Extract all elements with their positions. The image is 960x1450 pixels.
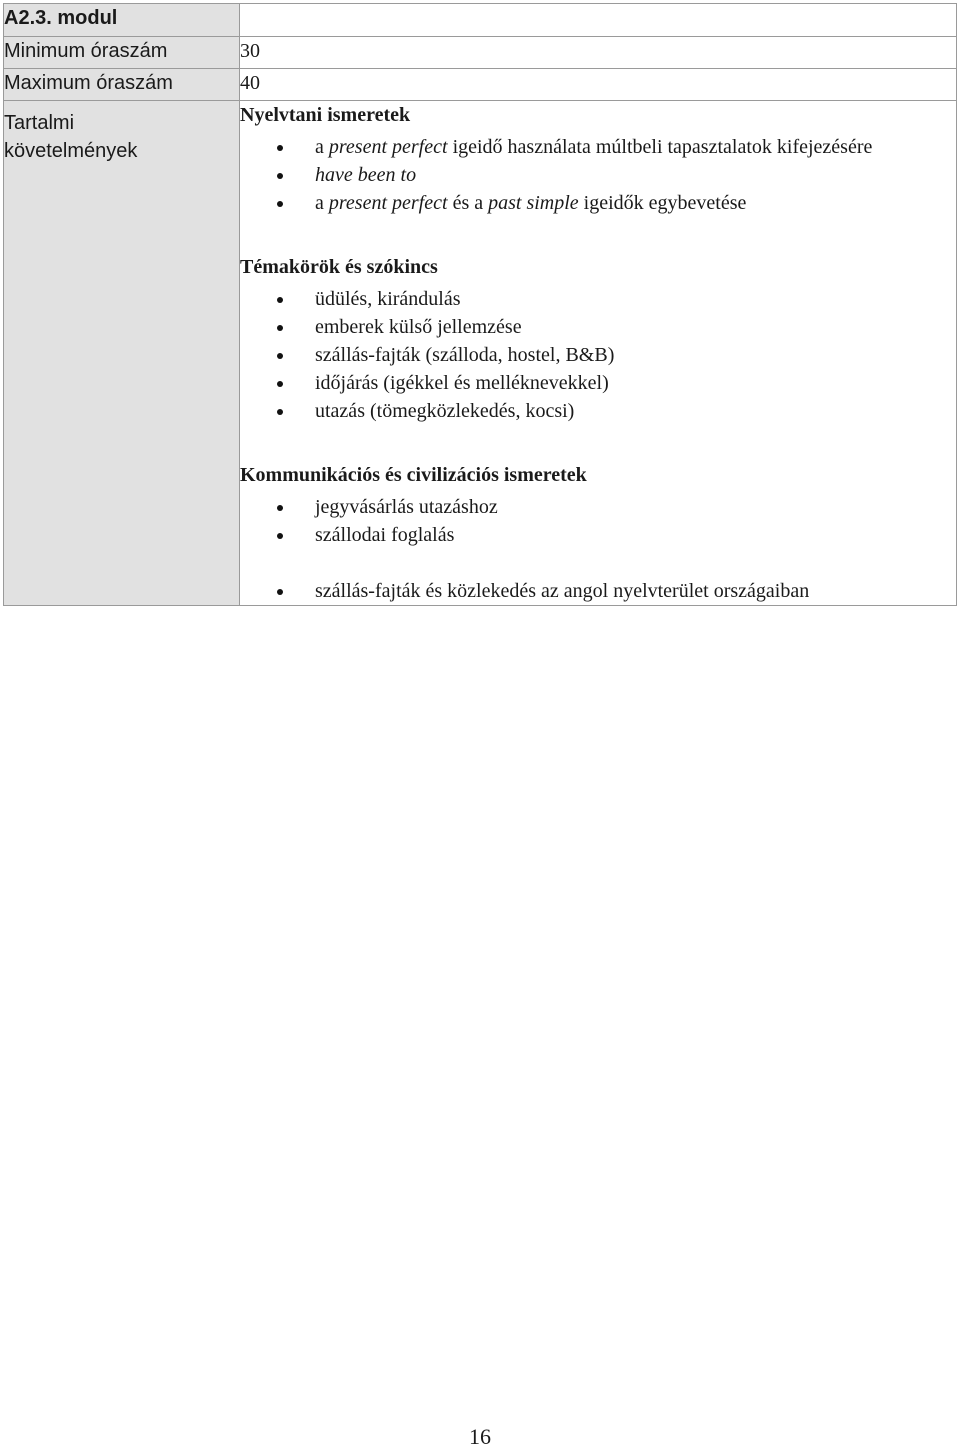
grammar-item (240, 161, 956, 189)
max-hours-row (4, 69, 957, 101)
grammar-list (240, 133, 956, 217)
page-number: 16 (469, 1424, 491, 1449)
min-hours-label: Minimum óraszám (4, 37, 240, 69)
bullet-icon (277, 589, 283, 595)
bullet-icon (277, 201, 283, 207)
bullet-icon (277, 173, 283, 179)
grammar-term: present perfect (328, 192, 448, 214)
content-requirements-cell (240, 101, 957, 606)
max-hours-value: 40 (240, 69, 957, 101)
module-title-empty-cell (240, 4, 957, 37)
max-hours-label: Maximum óraszám (4, 69, 240, 101)
grammar-item-text: igeidő használata múltbeli tapasztalatok kifejezésére (447, 136, 873, 158)
bullet-icon (277, 505, 283, 511)
grammar-item-text: és a (447, 192, 489, 214)
grammar-item (240, 189, 956, 217)
grammar-term: past simple (488, 192, 579, 214)
civilization-list (240, 577, 956, 605)
grammar-heading: Nyelvtani ismeretek (240, 104, 411, 126)
topic-item (240, 369, 956, 397)
bullet-icon (277, 409, 283, 415)
civilization-item (240, 577, 956, 605)
communication-item-text: jegyvásárlás utazáshoz (315, 496, 498, 518)
bullet-icon (277, 381, 283, 387)
topic-item-text: szállás-fajták (szálloda, hostel, B&B) (315, 344, 615, 366)
topics-list (240, 285, 956, 425)
communication-heading: Kommunikációs és civilizációs ismeretek (240, 464, 587, 486)
topics-heading: Témakörök és szókincs (240, 256, 438, 278)
communication-item (240, 521, 956, 549)
module-table (3, 3, 957, 606)
topic-item-text: üdülés, kirándulás (315, 288, 461, 310)
bullet-icon (277, 325, 283, 331)
civilization-item-text: szállás-fajták és közlekedés az angol nyelvterület országaiban (315, 580, 810, 602)
content-requirements-label: Tartalmi követelmények (4, 101, 240, 606)
communication-list (240, 493, 956, 549)
grammar-item-text: a (315, 192, 329, 214)
min-hours-value: 30 (240, 37, 957, 69)
grammar-term: present perfect (328, 136, 448, 158)
module-title: A2.3. modul (4, 4, 240, 37)
content-requirements-row (4, 101, 957, 606)
topic-item (240, 341, 956, 369)
grammar-term: have been to (315, 164, 417, 186)
bullet-icon (277, 353, 283, 359)
communication-item-text: szállodai foglalás (315, 524, 455, 546)
bullet-icon (277, 533, 283, 539)
topic-item (240, 285, 956, 313)
topic-item (240, 313, 956, 341)
grammar-item (240, 133, 956, 161)
module-title-row (4, 4, 957, 37)
topic-item-text: időjárás (igékkel és melléknevekkel) (315, 372, 609, 394)
bullet-icon (277, 145, 283, 151)
min-hours-row (4, 37, 957, 69)
bullet-icon (277, 297, 283, 303)
grammar-item-text: a (315, 136, 329, 158)
topic-item (240, 397, 956, 425)
communication-item (240, 493, 956, 521)
topic-item-text: utazás (tömegközlekedés, kocsi) (315, 400, 575, 422)
grammar-item-text: igeidők egybevetése (578, 192, 747, 214)
topic-item-text: emberek külső jellemzése (315, 316, 522, 338)
